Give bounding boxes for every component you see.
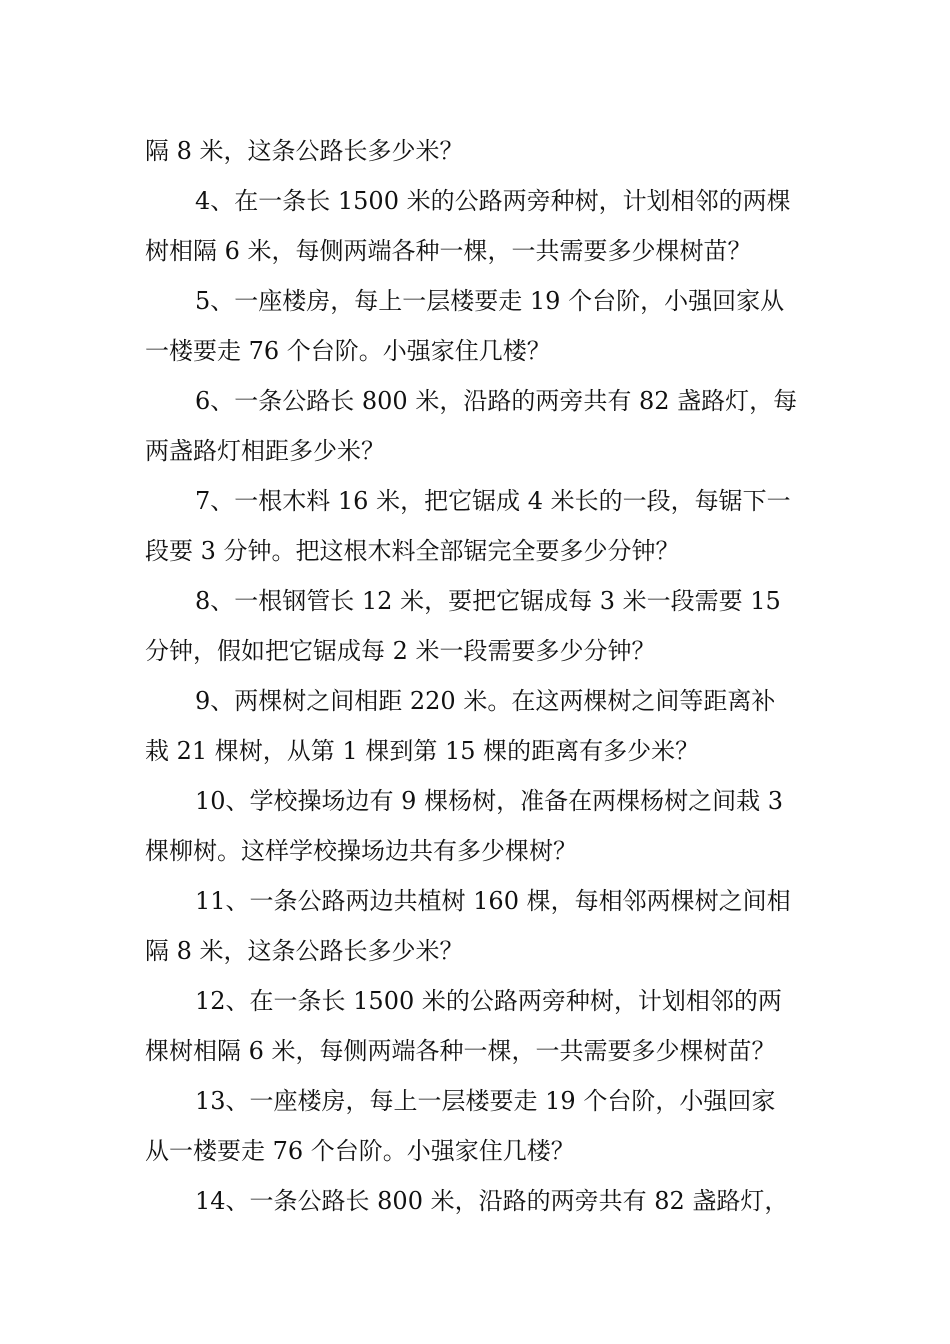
problem-5-line-2: 一楼要走 76 个台阶。小强家住几楼？	[145, 337, 551, 365]
problem-6-line-2: 两盏路灯相距多少米？	[145, 437, 385, 465]
problem-8-line-1: 8、一根钢管长 12 米，要把它锯成每 3 米一段需要 15	[195, 587, 781, 615]
problem-13-line-1: 13、一座楼房，每上一层楼要走 19 个台阶，小强回家	[195, 1087, 776, 1115]
problem-12-line-2: 棵树相隔 6 米，每侧两端各种一棵，一共需要多少棵树苗？	[145, 1037, 776, 1065]
problem-10-line-1: 10、学校操场边有 9 棵杨树，准备在两棵杨树之间栽 3	[195, 787, 783, 815]
problem-list	[145, 126, 810, 1226]
problem-12-line-1: 12、在一条长 1500 米的公路两旁种树，计划相邻的两	[195, 987, 782, 1015]
text-line: 隔 8 米，这条公路长多少米？	[145, 137, 464, 165]
problem-11-line-1: 11、一条公路两边共植树 160 棵，每相邻两棵树之间相	[195, 887, 791, 915]
problem-13-line-2: 从一楼要走 76 个台阶。小强家住几楼？	[145, 1137, 575, 1165]
problem-11-line-2: 隔 8 米，这条公路长多少米？	[145, 937, 464, 965]
problem-5-line-1: 5、一座楼房，每上一层楼要走 19 个台阶，小强回家从	[195, 287, 785, 315]
problem-8-line-2: 分钟，假如把它锯成每 2 米一段需要多少分钟？	[145, 637, 656, 665]
problem-7-line-2: 段要 3 分钟。把这根木料全部锯完全要多少分钟？	[145, 537, 680, 565]
problem-10-line-2: 棵柳树。这样学校操场边共有多少棵树？	[145, 837, 577, 865]
problem-9-line-2: 栽 21 棵树，从第 1 棵到第 15 棵的距离有多少米？	[145, 737, 700, 765]
problem-14-line-1: 14、一条公路长 800 米，沿路的两旁共有 82 盏路灯，	[195, 1187, 789, 1215]
problem-9-line-1: 9、两棵树之间相距 220 米。在这两棵树之间等距离补	[195, 687, 776, 715]
problem-6-line-1: 6、一条公路长 800 米，沿路的两旁共有 82 盏路灯，每	[195, 387, 798, 415]
problem-7-line-1: 7、一根木料 16 米，把它锯成 4 米长的一段，每锯下一	[195, 487, 791, 515]
problem-4-line-2: 树相隔 6 米，每侧两端各种一棵，一共需要多少棵树苗？	[145, 237, 752, 265]
problem-4-line-1: 4、在一条长 1500 米的公路两旁种树，计划相邻的两棵	[195, 187, 791, 215]
